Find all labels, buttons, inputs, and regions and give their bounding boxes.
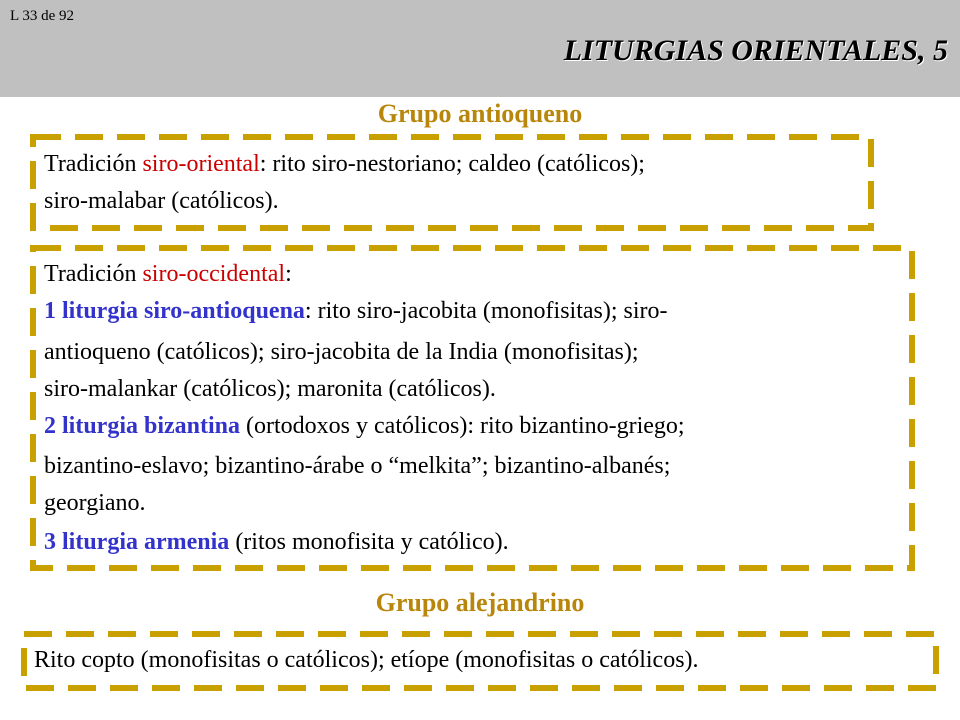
box1-line-1: Tradición siro-oriental: rito siro-nestoriano; caldeo (católicos); [44,151,645,177]
term-liturgia-siro-antioquena: 1 liturgia siro-antioquena [44,298,305,324]
box3-line-1: Rito copto (monofisitas o católicos); etíope (monofisitas o católicos). [34,647,699,673]
slide-counter: L 33 de 92 [10,8,75,24]
box2-line-8: 3 liturgia armenia (ritos monofisita y católico). [44,529,509,555]
box2-line-2: 1 liturgia siro-antioquena: rito siro-jacobita (monofisitas); siro- [44,298,668,324]
term-liturgia-bizantina: 2 liturgia bizantina [44,413,241,439]
box1-line-2: siro-malabar (católicos). [44,188,279,214]
term-liturgia-armenia: 3 liturgia armenia [44,529,230,555]
term-siro-occidental: siro-occidental [142,261,286,287]
heading-grupo-antioqueno: Grupo antioqueno [377,99,583,128]
box2-line-5: 2 liturgia bizantina (ortodoxos y católicos): rito bizantino-griego; [44,413,685,439]
heading-grupo-alejandrino: Grupo alejandrino [375,588,585,617]
slide-title: LITURGIAS ORIENTALES, 5 [563,34,948,67]
box2-line-1: Tradición siro-occidental: [44,261,292,287]
box2-line-3: antioqueno (católicos); siro-jacobita de la India (monofisitas); [44,339,639,365]
term-siro-oriental: siro-oriental [142,151,260,177]
box2-line-7: georgiano. [44,490,146,516]
box2-line-4: siro-malankar (católicos); maronita (católicos). [44,376,496,402]
box2-line-6: bizantino-eslavo; bizantino-árabe o “melkita”; bizantino-albanés; [44,453,671,479]
